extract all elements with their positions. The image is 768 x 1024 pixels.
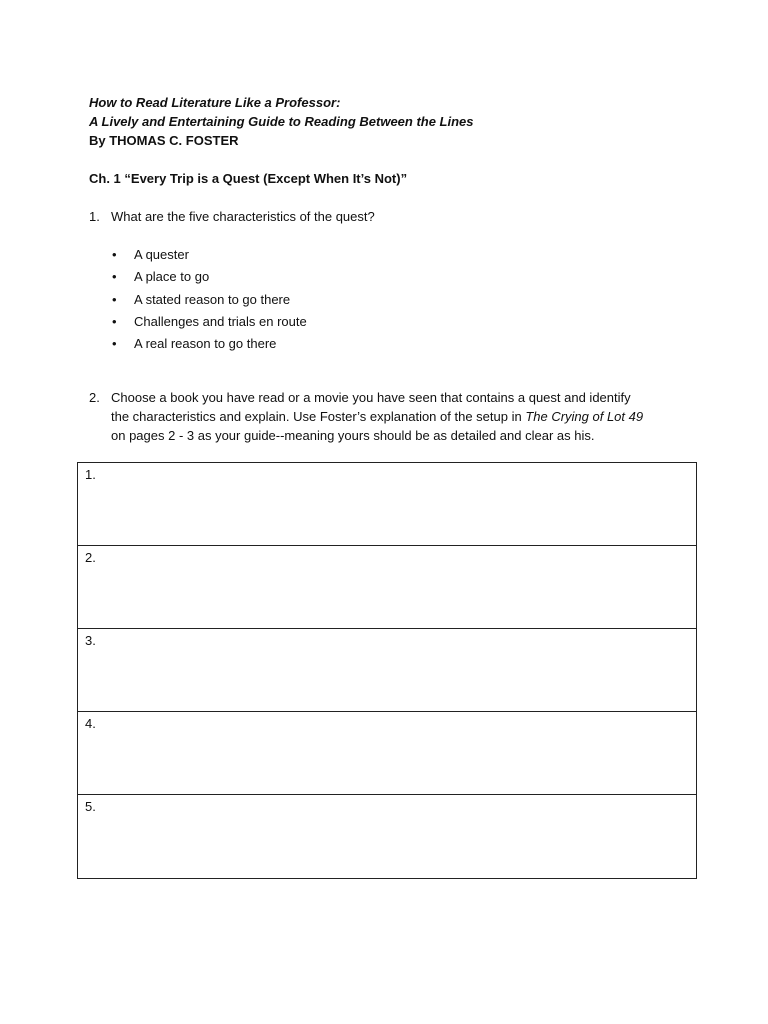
- bullet-icon: •: [112, 269, 117, 284]
- bullet-icon: •: [112, 292, 117, 307]
- book-author: By THOMAS C. FOSTER: [89, 133, 239, 148]
- answer-row-label: 5.: [85, 799, 96, 814]
- book-title-line2: A Lively and Entertaining Guide to Reading Between the Lines: [89, 114, 474, 129]
- answer-row-label: 2.: [85, 550, 96, 565]
- answer-row-1[interactable]: [78, 463, 696, 546]
- answer-row-3[interactable]: [78, 629, 696, 712]
- list-item: A stated reason to go there: [134, 292, 291, 307]
- bullet-icon: •: [112, 247, 117, 262]
- list-item: A real reason to go there: [134, 336, 277, 351]
- chapter-heading: Ch. 1 “Every Trip is a Quest (Except When It’s Not)”: [89, 171, 408, 186]
- question-2-line2-text: the characteristics and explain. Use Foster’s explanation of the setup in: [111, 409, 526, 424]
- answer-row-2[interactable]: [78, 546, 696, 629]
- answer-row-label: 3.: [85, 633, 96, 648]
- answer-row-5[interactable]: [78, 795, 696, 878]
- book-reference-title: The Crying of Lot 49: [525, 409, 644, 424]
- answer-row-4[interactable]: [78, 712, 696, 795]
- answer-row-label: 4.: [85, 716, 96, 731]
- bullet-icon: •: [112, 336, 117, 351]
- book-title-line1: How to Read Literature Like a Professor:: [89, 95, 341, 110]
- question-2-line3: on pages 2 - 3 as your guide--meaning yours should be as detailed and clear as his.: [111, 428, 595, 443]
- list-item: Challenges and trials en route: [134, 314, 307, 329]
- answer-table: [77, 462, 697, 879]
- question-2-line1: Choose a book you have read or a movie you have seen that contains a quest and identify: [111, 390, 631, 405]
- answer-row-label: 1.: [85, 467, 96, 482]
- list-item: A place to go: [134, 269, 210, 284]
- question-2-number: 2.: [89, 390, 100, 405]
- question-1-number: 1.: [89, 209, 100, 224]
- bullet-icon: •: [112, 314, 117, 329]
- question-1-text: What are the five characteristics of the quest?: [111, 209, 375, 224]
- question-2-line2: [111, 407, 643, 426]
- list-item: A quester: [134, 247, 189, 262]
